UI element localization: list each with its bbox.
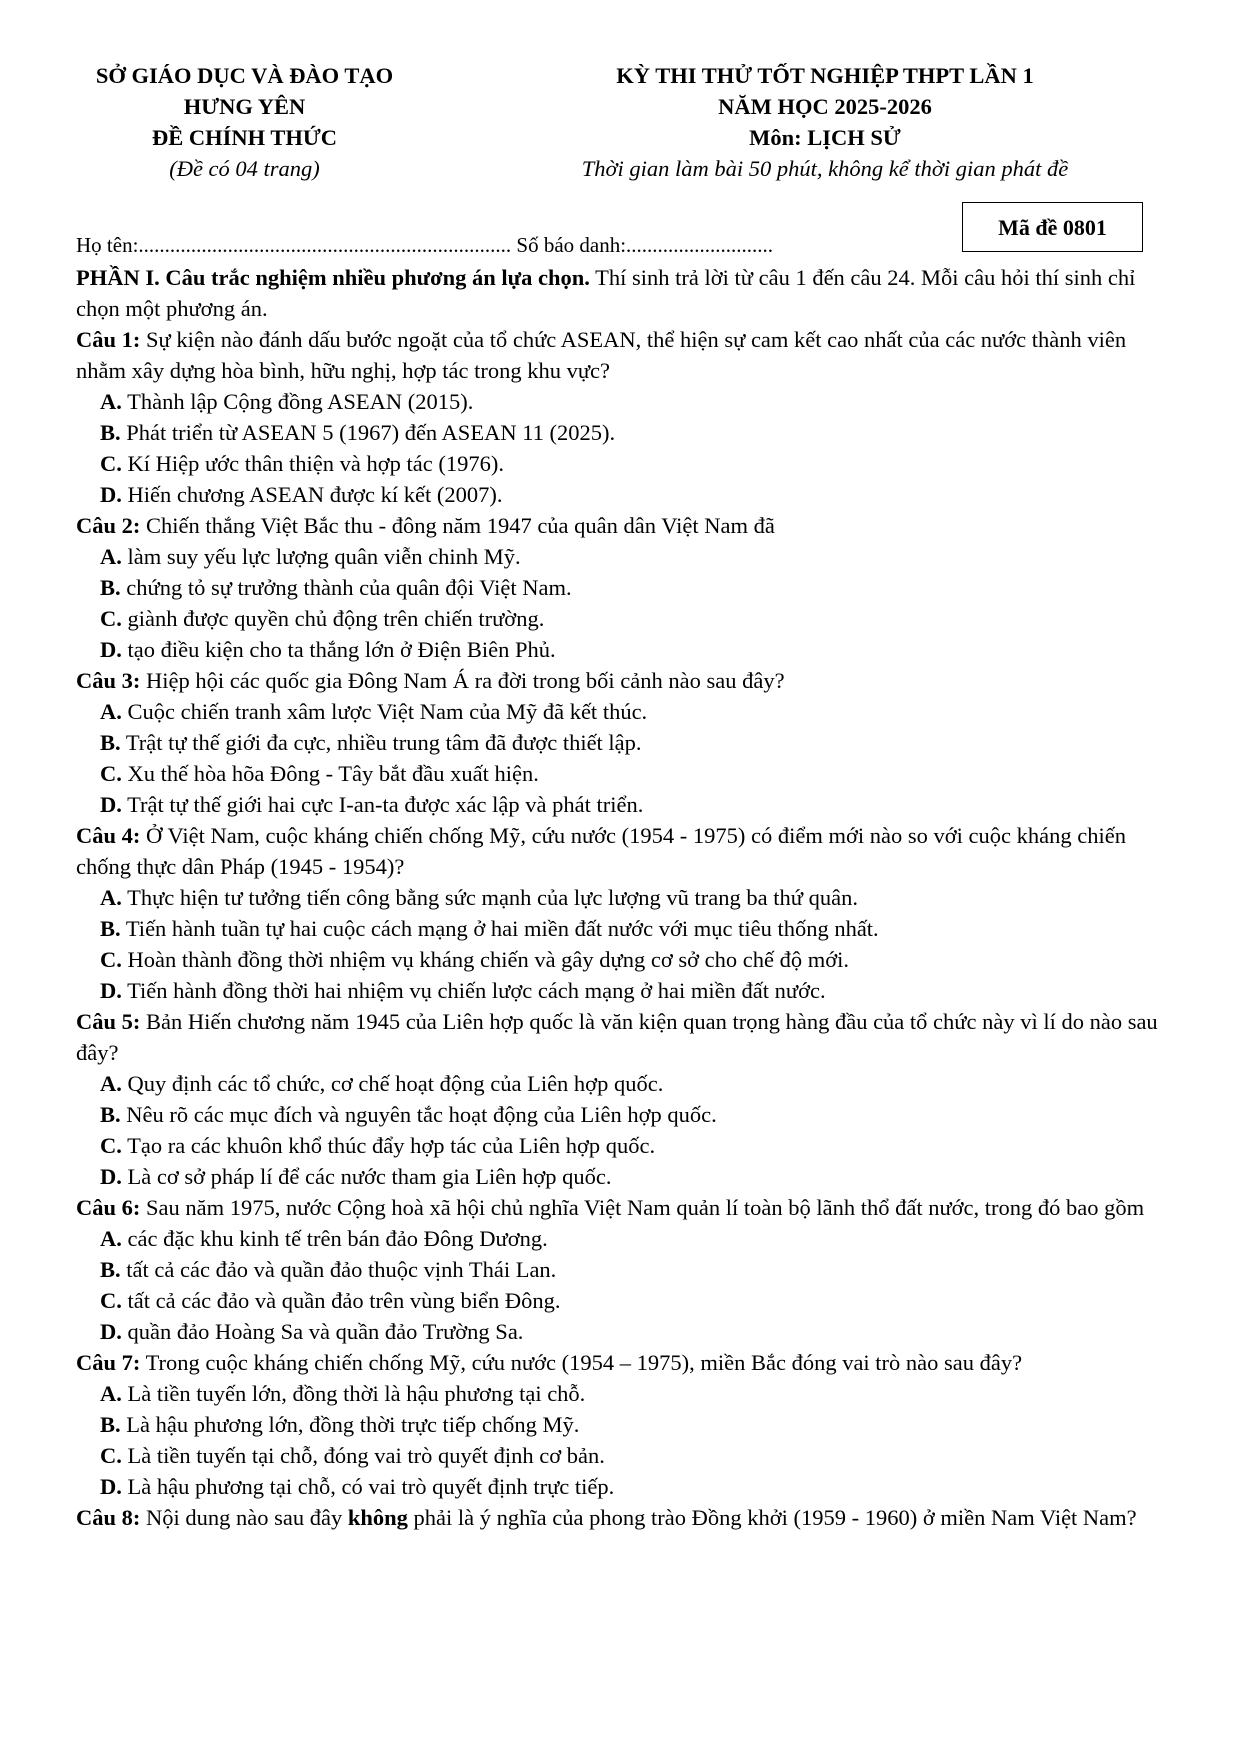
answer-option-b: [100, 417, 1166, 448]
question-8: [76, 1502, 1166, 1533]
option-label: B.: [100, 1412, 121, 1437]
question-text: Sau năm 1975, nước Cộng hoà xã hội chủ nghĩa Việt Nam quản lí toàn bộ lãnh thổ đất nước, trong đó bao gồm: [140, 1195, 1145, 1220]
question-stem: [76, 1006, 1166, 1068]
option-label: A.: [100, 1226, 122, 1251]
option-text: Là hậu phương lớn, đồng thời trực tiếp chống Mỹ.: [120, 1412, 580, 1437]
option-text: tất cả các đảo và quần đảo thuộc vịnh Thái Lan.: [120, 1257, 557, 1282]
section-title: PHẦN I. Câu trắc nghiệm nhiều phương án lựa chọn.: [76, 265, 590, 290]
question-label: Câu 8:: [76, 1505, 141, 1530]
option-text: Là tiền tuyến tại chỗ, đóng vai trò quyết định cơ bản.: [121, 1443, 605, 1468]
answer-option-a: [100, 386, 1166, 417]
question-label: Câu 4:: [76, 823, 141, 848]
option-text: quần đảo Hoàng Sa và quần đảo Trường Sa.: [121, 1319, 524, 1344]
exam-info-block: [500, 60, 1150, 184]
answer-option-a: [100, 882, 1166, 913]
option-label: C.: [100, 606, 122, 631]
answer-option-d: [100, 975, 1166, 1006]
option-text: Là hậu phương tại chỗ, có vai trò quyết định trực tiếp.: [121, 1474, 615, 1499]
option-text: các đặc khu kinh tế trên bán đảo Đông Dương.: [121, 1226, 548, 1251]
answer-option-d: [100, 1471, 1166, 1502]
option-text: chứng tỏ sự trưởng thành của quân đội Việt Nam.: [120, 575, 572, 600]
subject: Môn: LỊCH SỬ: [749, 125, 901, 150]
time-note: Thời gian làm bài 50 phút, không kể thời gian phát đề: [581, 156, 1069, 181]
section-instruction: Thí sinh trả lời từ câu 1 đến câu 24. Mỗi câu hỏi thí sinh chỉ chọn một phương án.: [76, 265, 1136, 321]
question-1: [76, 324, 1166, 510]
option-label: C.: [100, 1443, 122, 1468]
option-text: Quy định các tổ chức, cơ chế hoạt động của Liên hợp quốc.: [121, 1071, 664, 1096]
option-label: D.: [100, 1164, 122, 1189]
department-block: [62, 60, 427, 184]
answer-option-c: [100, 1285, 1166, 1316]
option-text: giành được quyền chủ động trên chiến trường.: [121, 606, 545, 631]
option-text: Kí Hiệp ước thân thiện và hợp tác (1976).: [121, 451, 505, 476]
option-text: Là tiền tuyến lớn, đồng thời là hậu phương tại chỗ.: [121, 1381, 586, 1406]
option-label: B.: [100, 1102, 121, 1127]
answer-option-b: [100, 1099, 1166, 1130]
question-label: Câu 5:: [76, 1009, 141, 1034]
option-label: D.: [100, 637, 122, 662]
question-stem: [76, 1192, 1166, 1223]
answer-option-a: [100, 1378, 1166, 1409]
question-list: [76, 324, 1166, 1502]
option-label: A.: [100, 1071, 122, 1096]
option-label: B.: [100, 1257, 121, 1282]
official-label: ĐỀ CHÍNH THỨC: [151, 125, 338, 150]
question-3: [76, 665, 1166, 820]
answer-option-c: [100, 1130, 1166, 1161]
option-text: Trật tự thế giới đa cực, nhiều trung tâm đã được thiết lập.: [120, 730, 642, 755]
answer-option-d: [100, 1161, 1166, 1192]
question-7: [76, 1347, 1166, 1502]
question-4: [76, 820, 1166, 1006]
question-label: Câu 2:: [76, 513, 141, 538]
exam-title: KỲ THI THỬ TỐT NGHIỆP THPT LẦN 1: [616, 63, 1034, 88]
option-text: tạo điều kiện cho ta thắng lớn ở Điện Biên Phủ.: [121, 637, 556, 662]
answer-option-a: [100, 541, 1166, 572]
option-label: C.: [100, 1288, 122, 1313]
answer-option-c: [100, 944, 1166, 975]
section-heading: [76, 262, 1166, 324]
answer-option-b: [100, 1254, 1166, 1285]
question-text: Trong cuộc kháng chiến chống Mỹ, cứu nước (1954 – 1975), miền Bắc đóng vai trò nào sau đây?: [140, 1350, 1023, 1375]
question-label: Câu 3:: [76, 668, 141, 693]
option-label: B.: [100, 420, 121, 445]
option-label: A.: [100, 389, 122, 414]
answer-option-d: [100, 1316, 1166, 1347]
option-text: Tạo ra các khuôn khổ thúc đẩy hợp tác của Liên hợp quốc.: [121, 1133, 656, 1158]
department-name: SỞ GIÁO DỤC VÀ ĐÀO TẠO: [95, 63, 394, 88]
question-stem: [76, 820, 1166, 882]
question-text: Sự kiện nào đánh dấu bước ngoặt của tổ chức ASEAN, thể hiện sự cam kết cao nhất của các nước thành viên nhằm xây dựng hòa bình, hữu nghị, hợp tác trong khu vực?: [76, 327, 1127, 383]
option-text: Thực hiện tư tưởng tiến công bằng sức mạnh của lực lượng vũ trang ba thứ quân.: [121, 885, 858, 910]
answer-option-d: [100, 634, 1166, 665]
option-label: C.: [100, 451, 122, 476]
question-text: Hiệp hội các quốc gia Đông Nam Á ra đời trong bối cảnh nào sau đây?: [140, 668, 785, 693]
option-label: B.: [100, 575, 121, 600]
option-label: D.: [100, 1319, 122, 1344]
answer-option-b: [100, 727, 1166, 758]
option-text: Phát triển từ ASEAN 5 (1967) đến ASEAN 11 (2025).: [120, 420, 616, 445]
option-text: Thành lập Cộng đồng ASEAN (2015).: [121, 389, 474, 414]
question-text: Ở Việt Nam, cuộc kháng chiến chống Mỹ, cứu nước (1954 - 1975) có điểm mới nào so với cuộc kháng chiến chống thực dân Pháp (1945 - 1954)?: [76, 823, 1126, 879]
option-label: B.: [100, 916, 121, 941]
question-label: Câu 1:: [76, 327, 141, 352]
answer-option-c: [100, 448, 1166, 479]
option-text: Tiến hành tuần tự hai cuộc cách mạng ở hai miền đất nước với mục tiêu thống nhất.: [120, 916, 879, 941]
option-label: A.: [100, 885, 122, 910]
option-text: Hoàn thành đồng thời nhiệm vụ kháng chiến và gây dựng cơ sở cho chế độ mới.: [121, 947, 850, 972]
question-stem: [76, 665, 1166, 696]
option-label: A.: [100, 544, 122, 569]
question-stem: [76, 324, 1166, 386]
answer-option-b: [100, 1409, 1166, 1440]
option-label: C.: [100, 1133, 122, 1158]
question-text-part: phải là ý nghĩa của phong trào Đồng khởi (1959 - 1960) ở miền Nam Việt Nam?: [407, 1505, 1137, 1530]
answer-option-c: [100, 1440, 1166, 1471]
answer-option-b: [100, 913, 1166, 944]
answer-option-a: [100, 1223, 1166, 1254]
option-label: C.: [100, 761, 122, 786]
option-label: D.: [100, 978, 122, 1003]
option-text: làm suy yếu lực lượng quân viễn chinh Mỹ.: [121, 544, 521, 569]
question-text: Chiến thắng Việt Bắc thu - đông năm 1947 của quân dân Việt Nam đã: [140, 513, 775, 538]
exam-header: [0, 60, 1241, 190]
question-label: Câu 7:: [76, 1350, 141, 1375]
question-text: Bản Hiến chương năm 1945 của Liên hợp quốc là văn kiện quan trọng hàng đầu của tổ chức này vì lí do nào sau đây?: [76, 1009, 1158, 1065]
province-name: HƯNG YÊN: [183, 94, 306, 119]
option-label: A.: [100, 699, 122, 724]
option-label: D.: [100, 792, 122, 817]
question-label: Câu 6:: [76, 1195, 141, 1220]
option-label: C.: [100, 947, 122, 972]
answer-option-d: [100, 789, 1166, 820]
option-label: A.: [100, 1381, 122, 1406]
option-text: tất cả các đảo và quần đảo trên vùng biển Đông.: [121, 1288, 561, 1313]
option-text: Trật tự thế giới hai cực I-an-ta được xác lập và phát triển.: [121, 792, 644, 817]
answer-option-a: [100, 1068, 1166, 1099]
option-text: Xu thế hòa hõa Đông - Tây bắt đầu xuất hiện.: [121, 761, 539, 786]
answer-option-a: [100, 696, 1166, 727]
candidate-info-line: Họ tên:....................................................................... Số báo danh:............................: [76, 233, 774, 257]
question-stem: [76, 1347, 1166, 1378]
option-label: D.: [100, 1474, 122, 1499]
exam-content: [76, 262, 1166, 1533]
school-year: NĂM HỌC 2025-2026: [718, 94, 932, 119]
answer-option-b: [100, 572, 1166, 603]
option-text: Tiến hành đồng thời hai nhiệm vụ chiến lược cách mạng ở hai miền đất nước.: [121, 978, 826, 1003]
page-count-note: (Đề có 04 trang): [169, 156, 320, 181]
question-5: [76, 1006, 1166, 1192]
option-text: Hiến chương ASEAN được kí kết (2007).: [121, 482, 503, 507]
question-2: [76, 510, 1166, 665]
question-text-part: Nội dung nào sau đây: [140, 1505, 348, 1530]
option-text: Cuộc chiến tranh xâm lược Việt Nam của Mỹ đã kết thúc.: [121, 699, 648, 724]
option-text: Là cơ sở pháp lí để các nước tham gia Liên hợp quốc.: [121, 1164, 612, 1189]
question-stem: [76, 510, 1166, 541]
option-label: D.: [100, 482, 122, 507]
answer-option-c: [100, 758, 1166, 789]
option-label: B.: [100, 730, 121, 755]
question-emphasis: không: [347, 1505, 408, 1530]
option-text: Nêu rõ các mục đích và nguyên tắc hoạt động của Liên hợp quốc.: [120, 1102, 717, 1127]
question-6: [76, 1192, 1166, 1347]
answer-option-c: [100, 603, 1166, 634]
exam-code-box: Mã đề 0801: [962, 202, 1143, 252]
answer-option-d: [100, 479, 1166, 510]
